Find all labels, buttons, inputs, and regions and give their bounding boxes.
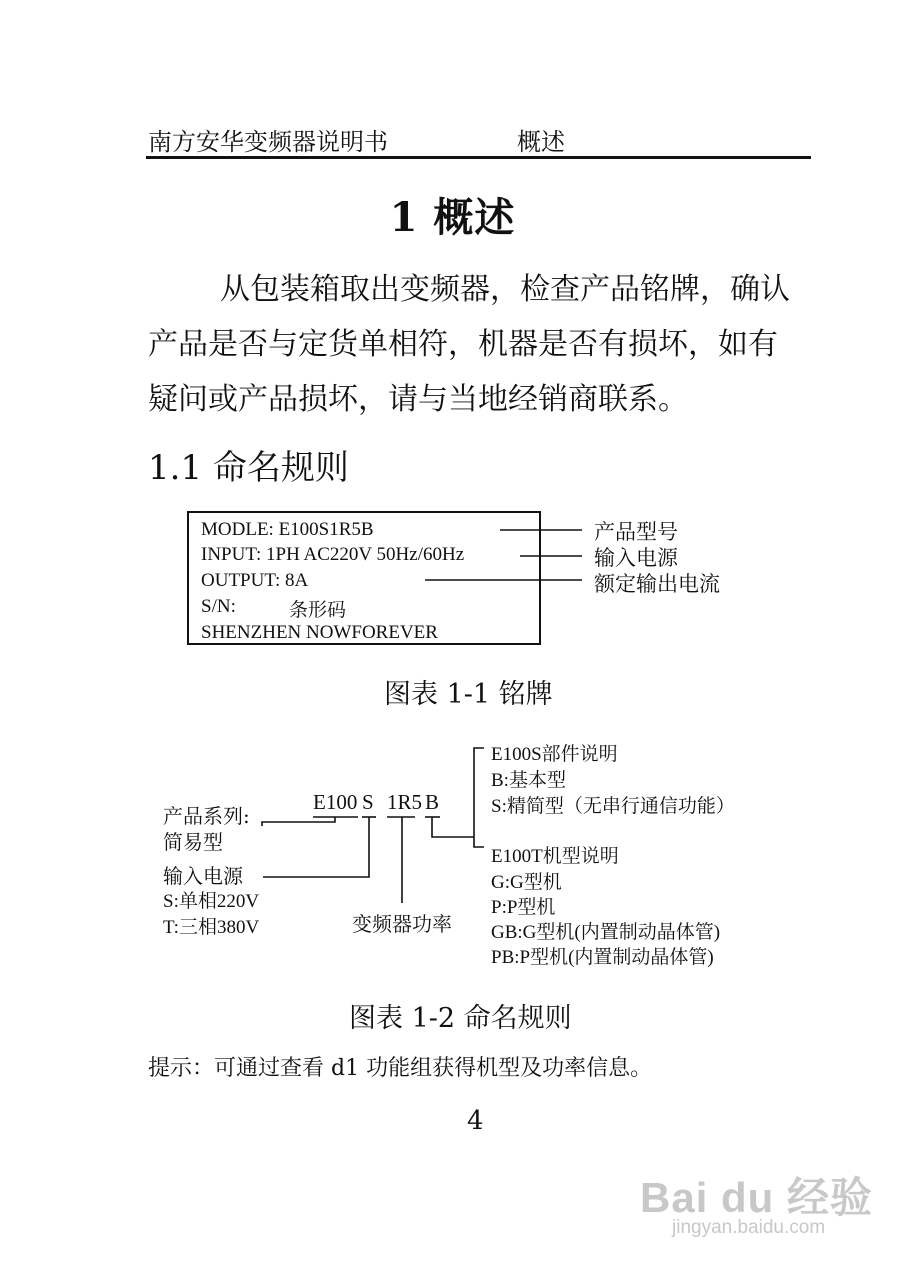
input-connector — [263, 817, 369, 877]
chapter-title: 1 概述 — [389, 194, 516, 241]
e100t-pb: PB:P型机(内置制动晶体管) — [491, 947, 714, 968]
callout-input: 输入电源 — [594, 546, 678, 570]
power-label: 变频器功率 — [352, 912, 452, 936]
caption-nameplate: 图表 1-1 铭牌 — [384, 679, 553, 710]
code-series: E100 — [313, 790, 358, 814]
nameplate-input: INPUT: 1PH AC220V 50Hz/60Hz — [201, 544, 465, 565]
e100t-p: P:P型机 — [491, 897, 556, 918]
e100t-heading: E100T机型说明 — [491, 846, 619, 867]
series-connector — [262, 817, 335, 826]
e100t-g: G:G型机 — [491, 872, 562, 893]
tip-text: 提示：可通过查看 d1 功能组获得机型及功率信息。 — [148, 1056, 653, 1081]
intro-line-1: 从包装箱取出变频器，检查产品铭牌，确认 — [220, 272, 790, 307]
nameplate-sn-label: S/N: — [201, 596, 236, 617]
caption-naming: 图表 1-2 命名规则 — [349, 1003, 572, 1034]
intro-line-2: 产品是否与定货单相符，机器是否有损坏，如有 — [148, 327, 778, 362]
section-heading: 1.1 命名规则 — [148, 448, 349, 488]
watermark-logo: Bai du 经验 — [640, 1174, 874, 1221]
e100s-compact: S:精简型（无串行通信功能） — [491, 796, 735, 817]
series-value: 简易型 — [163, 830, 223, 854]
e100s-heading: E100S部件说明 — [491, 744, 618, 765]
e100s-basic: B:基本型 — [491, 770, 566, 791]
code-variant: B — [425, 790, 440, 814]
input-three-phase: T:三相380V — [163, 917, 260, 938]
nameplate-maker: SHENZHEN NOWFOREVER — [201, 622, 438, 643]
nameplate-sn-value: 条形码 — [289, 600, 347, 621]
code-power: 1R5 — [387, 790, 423, 814]
watermark-url: jingyan.baidu.com — [672, 1217, 826, 1238]
variant-connector — [432, 817, 474, 837]
callout-model: 产品型号 — [594, 520, 678, 544]
input-single-phase: S:单相220V — [163, 891, 260, 912]
intro-line-3: 疑问或产品损坏，请与当地经销商联系。 — [148, 382, 688, 417]
callout-output: 额定输出电流 — [594, 572, 720, 596]
page-number: 4 — [467, 1106, 484, 1136]
nameplate-output: OUTPUT: 8A — [201, 570, 309, 591]
e100t-gb: GB:G型机(内置制动晶体管) — [491, 922, 721, 943]
input-label: 输入电源 — [163, 864, 243, 888]
header-doc-title: 南方安华变频器说明书 — [148, 128, 388, 156]
nameplate-model: MODLE: E100S1R5B — [201, 519, 374, 540]
header-chapter: 概述 — [517, 128, 565, 156]
code-power-input: S — [362, 790, 374, 814]
variant-branch — [474, 748, 484, 847]
series-label: 产品系列: — [163, 804, 250, 828]
